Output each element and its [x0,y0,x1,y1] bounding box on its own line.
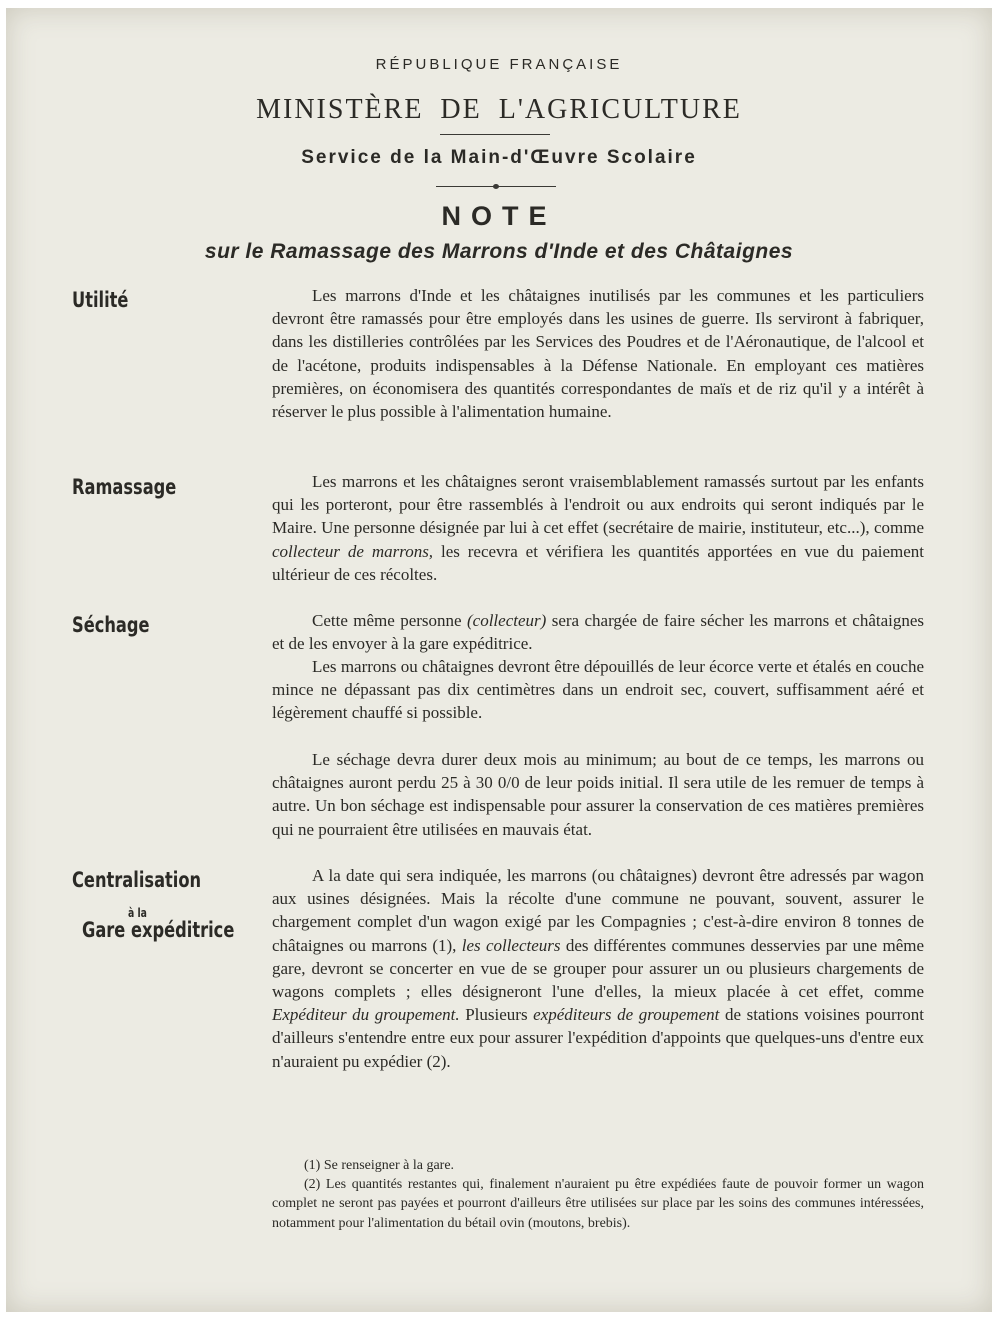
section-label-utilite: Utilité [72,288,129,312]
section-label-centralisation: Centralisation [72,868,202,892]
document-page [6,8,992,1312]
republic-heading: RÉPUBLIQUE FRANÇAISE [375,56,623,73]
paragraph-ramassage: Les marrons et les châtaignes seront vraisemblablement ramassés surtout par les enfants qui les porteront, pour être rassemblés à l'endroit ou aux endroits qui seront indiqués par le Maire. Une personne désignée par lui à cet effet (secrétaire de mairie, instituteur, etc...), comme collecteur de marrons, les recevra et vérifiera les quantités apportées en vue du paiement ultérieur de ces récoltes. [272,472,924,584]
paragraph-sechage-1: Cette même personne (collecteur) sera chargée de faire sécher les marrons et châtaignes et de les envoyer à la gare expéditrice. [272,611,925,654]
paragraph-utilite: Les marrons d'Inde et les châtaignes inutilisés par les communes et les particuliers devront être ramassés pour être employés dans les usines de guerre. Ils serviront à fabriquer, dans les distilleries contrôlées par les Services des Poudres et de l'Aéronautique, de l'alcool et de l'acétone, produits indispensables à la Défense Nationale. En employant ces matières premières, on économisera des quantités correspondantes de maïs et de riz qu'il y a intérêt à réserver le plus possible à l'alimentation humaine. [272,286,924,422]
section-label-a-la: à la [128,906,147,920]
paragraph-centralisation: A la date qui sera indiquée, les marrons (ou châtaignes) devront être adressés par wagon aux usines désignées. Mais la récolte d'une commune ne pouvant, souvent, assurer le chargement complet d'un wagon exigé par les Compagnies ; c'est-à-dire environ 8 tonnes de châtaignes ou marrons (1), les collecteurs des différentes communes desservies par une même gare, devront se concerter en vue de se grouper pour assurer un ou plusieurs chargements de wagons complets ; elles désigneront l'une d'elles, la mieux placée à cet effet, comme Expéditeur du groupement. Plusieurs expéditeurs de groupement de stations voisines pourront d'ailleurs s'entendre entre eux pour assurer l'expédition d'appoints que quelques-uns d'entre eux n'auraient pu expédier (2). [272,866,925,1071]
footnote-1: (1) Se renseigner à la gare. [304,1158,455,1173]
section-label-ramassage: Ramassage [72,475,177,499]
paragraph-sechage-2: Les marrons ou châtaignes devront être dépouillés de leur écorce verte et étalés en couche mince ne dépassant pas dix centimètres dans un endroit sec, couvert, suffisamment aéré et légèrement chauffé si possible. [272,657,924,723]
note-title: NOTE [441,201,557,231]
paragraph-sechage-3: Le séchage devra durer deux mois au minimum; au bout de ce temps, les marrons ou châtaignes auront perdu 25 à 30 0/0 de leur poids initial. Il sera utile de les remuer de temps à autre. Un bon séchage est indispensable pour assurer la conservation de ces matières premières qui ne pourraient être utilisées en mauvais état. [272,750,924,839]
note-subtitle: sur le Ramassage des Marrons d'Inde et des Châtaignes [204,240,794,263]
section-label-gare: Gare expéditrice [82,918,235,942]
section-label-sechage: Séchage [72,613,150,637]
ministry-heading: MINISTÈRE DE L'AGRICULTURE [256,94,742,125]
divider-rule [440,134,550,135]
service-heading: Service de la Main-d'Œuvre Scolaire [301,147,697,168]
footnote-2: (2) Les quantités restantes qui, finalement n'auraient pu être expédiées faute de pouvoir former un wagon complet ne seront pas payées et pourront d'ailleurs être utilisées sur place par les soins des communes intéressées, notamment pour l'alimentation du bétail ovin (moutons, brebis). [272,1177,924,1231]
ornament-divider [436,184,556,190]
